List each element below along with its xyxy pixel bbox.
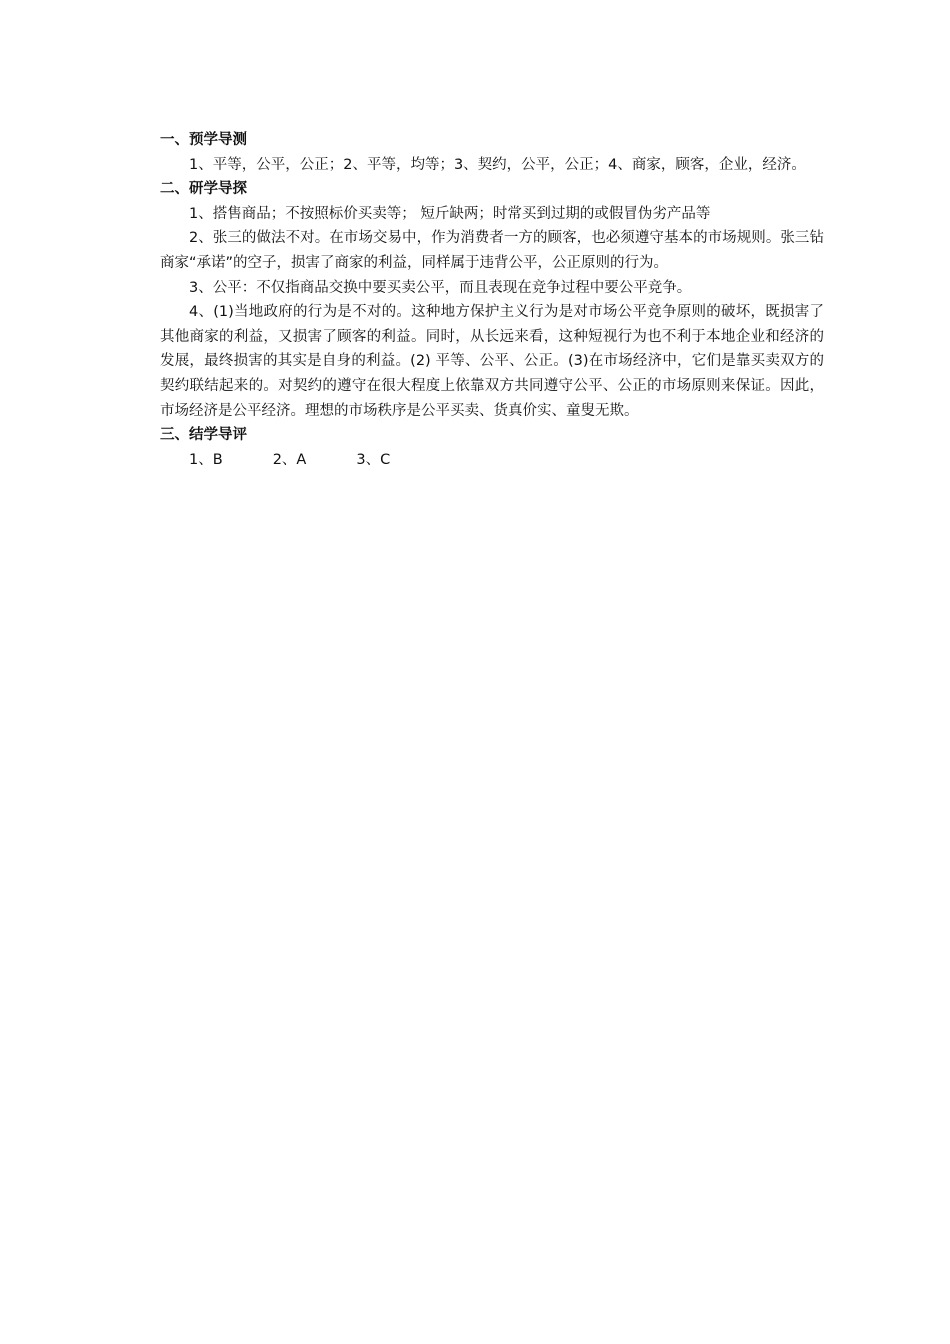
- answer-paragraph: 1、搭售商品；不按照标价买卖等； 短斤缺两；时常买到过期的或假冒伪劣产品等: [189, 205, 711, 222]
- answer-paragraph: 3、公平：不仅指商品交换中要买卖公平，而且表现在竞争过程中要公平竞争。: [189, 279, 692, 296]
- section-preview-test: [160, 128, 824, 177]
- section-heading: 三、结学导评: [160, 427, 247, 444]
- answer-paragraph: 4、(1)当地政府的行为是不对的。这种地方保护主义行为是对市场公平竞争原则的破坏，既损害了其他商家的利益，又损害了顾客的利益。同时，从长远来看，这种短视行为也不利于本地企业和经济的发展，最终损害的其实是自身的利益。(2) 平等、公平、公正。(3)在市场经济中，它们是靠买卖双方的契约联结起来的。对契约的遵守在很大程度上依靠双方共同遵守公平、公正的市场原则来保证。因此，市场经济是公平经济。理想的市场秩序是公平买卖、货真价实、童叟无欺。: [160, 304, 824, 419]
- section-summary-review: [160, 423, 824, 472]
- answer-paragraph: 2、张三的做法不对。在市场交易中，作为消费者一方的顾客，也必须遵守基本的市场规则。张三钻商家“承诺”的空子，损害了商家的利益，同样属于违背公平，公正原则的行为。: [160, 230, 824, 271]
- answer-item: 3、C: [356, 451, 391, 468]
- answer-item: 2、A: [272, 451, 307, 468]
- section-research-explore: [160, 177, 824, 423]
- document-body: [160, 128, 824, 472]
- answer-paragraph: 1、平等，公平，公正；2、平等，均等；3、契约，公平，公正；4、商家，顾客，企业，经济。: [189, 156, 806, 173]
- section-heading: 一、预学导测: [160, 132, 247, 148]
- answer-list: [160, 448, 824, 473]
- section-heading: 二、研学导探: [160, 181, 247, 198]
- answer-item: 1、B: [189, 451, 223, 468]
